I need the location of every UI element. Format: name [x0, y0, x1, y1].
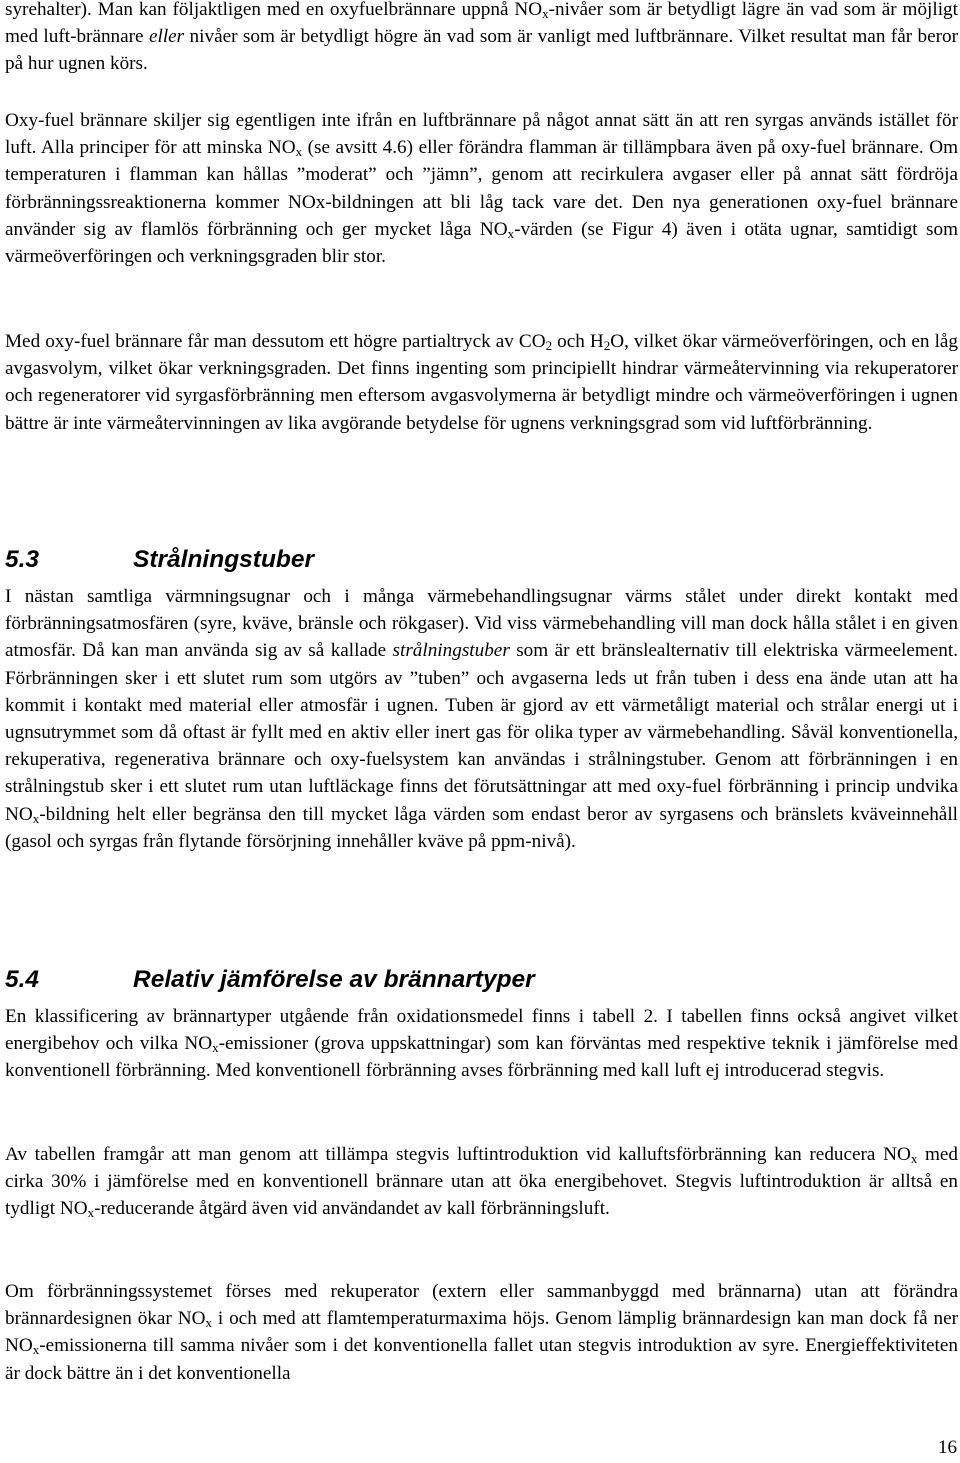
- paragraph-oxyfuel-principles: Oxy-fuel brännare skiljer sig egentligen inte ifrån en luftbrännare på något annat sätt än att ren syrgas används istället för luft. Alla principer för att minska $NO_x$ (se avsitt 4.6) eller förändra flamman är tillämpbara även på oxy-fuel brännare. Om temperaturen i flamman kan hållas ”moderat” och ”jämn”, genom att recirkulera avgaser eller på annat sätt fördröja förbränningssreaktionerna kommer NOx-bildningen att bli låg tack vare det. Den nya generationen oxy-fuel brännare använder sig av flamlös förbränning och ger mycket låga $NO_x$-värden (se Figur 4) även i otäta ugnar, samtidigt som värmeöverföringen och verkningsgraden blir stor.: [5, 110, 958, 268]
- paragraph-oxyfuel-intro: syrehalter). Man kan följaktligen med en oxyfuelbrännare uppnå $NO_x$-nivåer som är betydligt lägre än vad som är möjligt med luft-brännare eller nivåer som är betydligt högre än vad som är vanligt med luftbrännare. Vilket resultat man får beror på hur ugnen körs.: [5, 0, 958, 75]
- paragraph-radiant-tubes: I nästan samtliga värmningsugnar och i många värmebehandlingsugnar värms stålet under direkt kontakt med förbränningsatmosfären (syre, kväve, bränsle och rökgaser). Vid viss värmebehandling vill man dock hålla stålet i en given atmosfär. Då kan man använda sig av så kallade strålningstuber som är ett bränslealternativ till elektriska värmeelement. Förbränningen sker i ett slutet rum som utgörs av ”tuben” och avgaserna leds ut från tuben i dess ena ände utan att ha kommit i kontakt med material eller atmosfär i ugnen. Tuben är gjord av ett värmetåligt material och strålar energi ut i ugnsutrymmet som då oftast är fyllt med en aktiv eller inert gas för olika typer av värmebehandling. Såväl konventionella, rekuperativa, regenerativa brännare och oxy-fuelsystem kan användas i strålningstuber. Genom att förbränningen i en strålningstub sker i ett slutet rum utan luftläckage finns det förutsättningar att med oxy-fuel förbränning i princip undvika $NO_x$-bildning helt eller begränsa den till mycket låga värden som endast beror av syrgasens och bränslets kväveinnehåll (gasol och syrgas från flytande försörjning innehåller kväve på ppm-nivå).: [5, 586, 958, 852]
- paragraph-classification: En klassificering av brännartyper utgående från oxidationsmedel finns i tabell 2. I tabellen finns också angivet vilket energibehov och vilka $NO_x$-emissioner (grova uppskattningar) som kan förväntas med respektive teknik i jämförelse med konventionell förbränning. Med konventionell förbränning avses förbränning med kall luft ej introducerad stegvis.: [5, 1006, 958, 1082]
- paragraph-staged-air: Av tabellen framgår att man genom att tillämpa stegvis luftintroduktion vid kalluftsförbränning kan reducera $NO_x$ med cirka 30% i jämförelse med en konventionell brännare utan att öka energibehovet. Stegvis luftintroduktion är alltså en tydligt $NO_x$-reducerande åtgärd även vid användandet av kall förbränningsluft.: [5, 1144, 958, 1221]
- section-heading-5-4: 5.4 Relativ jämförelse av brännartyper: [5, 966, 535, 993]
- section-heading-5-3: 5.3 Strålningstuber: [5, 546, 315, 573]
- page-number: 16: [938, 1437, 957, 1458]
- paragraph-recuperator: Om förbränningssystemet förses med rekuperator (extern eller sammanbyggd med brännarna) utan att förändra brännardesignen ökar $NO_x$ i och med att flamtemperaturmaxima höjs. Genom lämplig brännardesign kan man dock få ner $NO_x$-emissionerna till samma nivåer som i det konventionella fallet utan stegvis introduktion av syre. Energieffektiviteten är dock bättre än i det konventionella: [5, 1281, 959, 1384]
- paragraph-partial-pressure: Med oxy-fuel brännare får man dessutom ett högre partialtryck av $CO_2$ och $H_2O$, vilket ökar värmeöverföringen, och en låg avgasvolym, vilket ökar verkningsgraden. Det finns ingenting som principiellt hindrar värmeåtervinning via rekuperatorer och regeneratorer vid syrgasförbränning men eftersom avgasvolymerna är betydligt mindre och värmeöverföringen i ugnen bättre är inte värmeåtervinningen av lika avgörande betydelse för ugnens verkningsgrad som vid luftförbränning.: [5, 331, 959, 434]
